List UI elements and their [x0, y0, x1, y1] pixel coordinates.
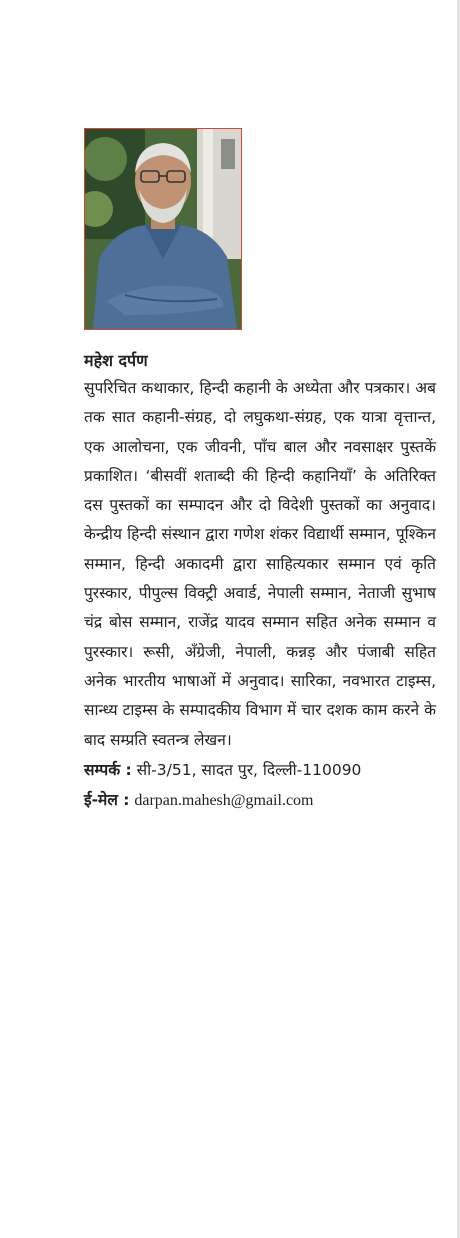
- author-photo: [84, 128, 242, 330]
- contact-email: [84, 785, 436, 816]
- author-bio: सुपरिचित कथाकार, हिन्दी कहानी के अध्येता और पत्रकार। अब तक सात कहानी-संग्रह, दो लघुकथा-संग्रह, एक यात्रा वृत्तान्त, एक आलोचना, एक जीवनी, पाँच बाल और नवसाक्षर पुस्तकें प्रकाशित। ‘बीसवीं शताब्दी की हिन्दी कहानियाँ’ के अतिरिक्त दस पुस्तकों का सम्पादन और दो विदेशी पुस्तकों का अनुवाद। केन्द्रीय हिन्दी संस्थान द्वारा गणेश शंकर विद्यार्थी सम्मान, पूश्किन सम्मान, हिन्दी अकादमी द्वारा साहित्यकार सम्मान एवं कृति पुरस्कार, पीपुल्स विक्ट्री अवार्ड, नेपाली सम्मान, नेताजी सुभाष चंद्र बोस सम्मान, राजेंद्र यादव सम्मान सहित अनेक सम्मान व पुरस्कार। रूसी, अँग्रेजी, नेपाली, कन्नड़ और पंजाबी सहित अनेक भारतीय भाषाओं में अनुवाद। सारिका, नवभारत टाइम्स, सान्ध्य टाइम्स के सम्पादकीय विभाग में चार दशक काम करने के बाद सम्प्रति स्वतन्त्र लेखन।: [84, 379, 436, 749]
- author-name: महेश दर्पण: [84, 351, 148, 370]
- address-value: सी-3/51, सादत पुर, दिल्ली-110090: [136, 760, 362, 779]
- author-bio-section: [84, 348, 436, 816]
- address-label: सम्पर्क :: [84, 760, 132, 779]
- author-photo-illustration: [85, 129, 241, 329]
- email-value[interactable]: darpan.mahesh@gmail.com: [134, 791, 314, 809]
- email-label: ई-मेल :: [84, 790, 130, 809]
- contact-address: [84, 755, 436, 785]
